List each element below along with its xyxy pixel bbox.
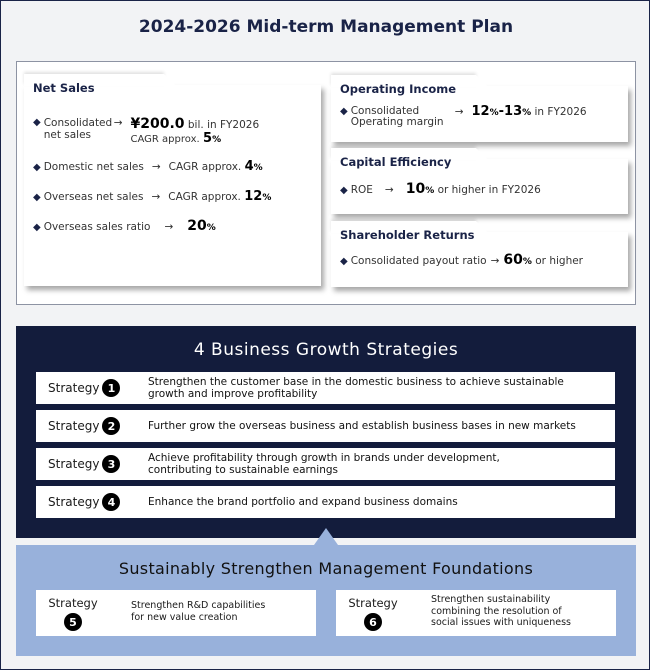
foundations-title: Sustainably Strengthen Management Foundations	[118, 559, 534, 578]
operating-income-card	[331, 82, 628, 142]
arrow-icon: →	[164, 221, 174, 233]
strategy-row: Strategy 2 Further grow the overseas business and establish business bases in new markets	[36, 410, 615, 442]
number-badge: 6	[364, 613, 382, 631]
diamond-icon: ◆	[340, 106, 348, 117]
operating-margin: ◆ Consolidated Operating margin → 12%-13% in FY2026	[340, 104, 587, 128]
arrow-icon: →	[113, 117, 123, 129]
diamond-icon: ◆	[33, 222, 41, 233]
arrow-icon: →	[384, 184, 394, 196]
page-title: 2024-2026 Mid-term Management Plan	[138, 17, 514, 37]
shareholder-returns-card	[331, 228, 628, 287]
arrow-icon: →	[490, 255, 500, 267]
net-sales-card	[24, 81, 321, 286]
number-badge: 5	[64, 613, 82, 631]
capital-efficiency-card	[331, 155, 628, 214]
strategy-row: Strategy 4 Enhance the brand portfolio and expand business domains	[36, 486, 615, 518]
up-triangle-icon	[314, 528, 338, 545]
arrow-icon: →	[151, 191, 161, 203]
net-sales-heading: Net Sales	[33, 81, 95, 95]
growth-strategies-title: 4 Business Growth Strategies	[193, 340, 459, 360]
strategy-6-box: Strategy 6 Strengthen sustainability combining the resolution of social issues with uniqueness	[336, 590, 616, 636]
capital-efficiency-heading: Capital Efficiency	[340, 155, 452, 169]
domestic-net-sales: ◆ Domestic net sales → CAGR approx. 4 %	[33, 159, 263, 174]
arrow-icon: →	[454, 106, 464, 118]
diamond-icon: ◆	[33, 192, 41, 203]
shareholder-returns-heading: Shareholder Returns	[340, 228, 475, 242]
diamond-icon: ◆	[33, 162, 41, 173]
roe: ◆ ROE → 10 % or higher in FY2026	[340, 181, 541, 197]
strategy-row: Strategy 3 Achieve profitability through growth in brands under development, contributing to sustainable earnings	[36, 448, 615, 480]
strategy-row: Strategy 1 Strengthen the customer base in the domestic business to achieve sustainable growth and improve profitability	[36, 372, 615, 404]
diamond-icon: ◆	[340, 256, 348, 267]
payout-ratio: ◆ Consolidated payout ratio → 60 % or higher	[340, 252, 583, 268]
strategy-5-box: Strategy 5 Strengthen R&D capabilities for new value creation	[36, 590, 316, 636]
number-badge: 1	[102, 379, 120, 397]
operating-income-heading: Operating Income	[340, 82, 457, 96]
foundations-section	[16, 545, 636, 656]
number-badge: 2	[102, 417, 120, 435]
arrow-icon: →	[151, 161, 161, 173]
consolidated-net-sales: ◆ Consolidated net sales → ¥200.0 bil. in FY2026 CAGR approx. 5%	[33, 116, 260, 146]
growth-strategies-section	[16, 326, 636, 538]
number-badge: 3	[102, 455, 120, 473]
diamond-icon: ◆	[33, 117, 41, 128]
diamond-icon: ◆	[340, 185, 348, 196]
overseas-sales-ratio: ◆ Overseas sales ratio → 20 %	[33, 218, 216, 234]
overseas-net-sales: ◆ Overseas net sales → CAGR approx. 12 %	[33, 189, 272, 204]
number-badge: 4	[102, 493, 120, 511]
targets-panel	[16, 61, 636, 305]
